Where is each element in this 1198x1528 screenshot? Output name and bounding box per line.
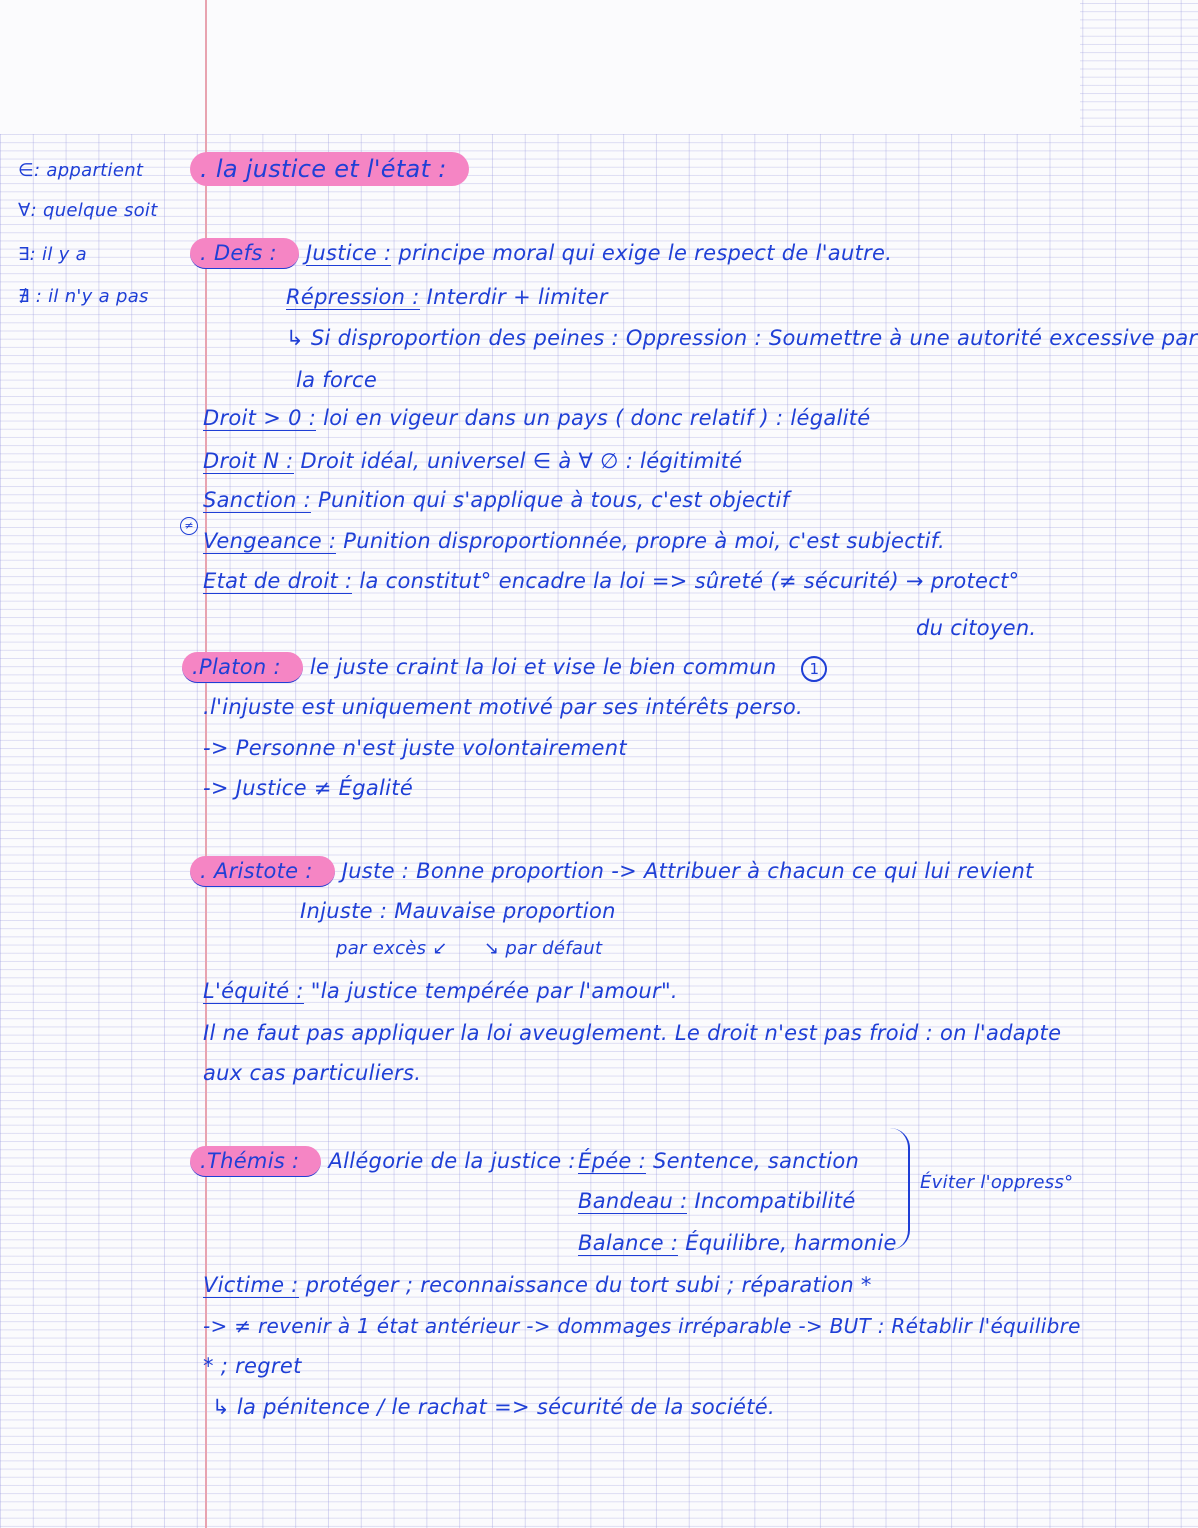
legend-not-exists: ∄ : il n'y a pas — [18, 286, 149, 307]
equite-term: L'équité : — [203, 979, 304, 1003]
balance-text: Équilibre, harmonie — [685, 1231, 897, 1255]
bandeau-term: Bandeau : — [578, 1189, 688, 1213]
note-circle: 1 — [801, 656, 827, 682]
droit-positif-term: Droit > 0 : — [203, 406, 317, 430]
droit-positif-text: loi en vigeur dans un pays ( donc relatif ) : légalité — [323, 406, 871, 430]
victime-line — [203, 1272, 872, 1298]
etat-droit-term: Etat de droit : — [203, 569, 353, 593]
vengeance-line — [203, 528, 945, 554]
sanction-text: Punition qui s'applique à tous, c'est objectif — [318, 488, 790, 512]
platon-text-2: .l'injuste est uniquement motivé par ses intérêts perso. — [203, 695, 803, 719]
top-margin-blank — [0, 0, 1080, 134]
epee-text: Sentence, sanction — [652, 1149, 860, 1173]
equite-line — [203, 978, 678, 1004]
droit-naturel-line — [203, 448, 743, 474]
droit-naturel-text: Droit idéal, universel ∈ à ∀ ∅ : légitimité — [300, 449, 743, 473]
page-title — [190, 156, 469, 182]
legend-forall: ∀: quelque soit — [18, 200, 158, 221]
regret-line: * ; regret — [203, 1354, 302, 1378]
sanction-term: Sanction : — [203, 488, 312, 512]
repression-term: Répression : — [286, 285, 420, 309]
par-defaut: ↘ par défaut — [484, 938, 603, 959]
platon-text-4: -> Justice ≠ Égalité — [203, 776, 414, 800]
etat-droit-continuation: du citoyen. — [916, 616, 1037, 640]
injuste-text: Mauvaise proportion — [394, 899, 616, 923]
not-equal-circle: ≠ — [180, 517, 198, 535]
defs-label: . Defs : — [190, 238, 299, 269]
bandeau-text: Incompatibilité — [694, 1189, 856, 1213]
aristote-line — [190, 858, 1034, 884]
legend-belongs: ∈: appartient — [18, 160, 144, 181]
aristote-text-6: aux cas particuliers. — [203, 1061, 422, 1085]
juste-text: Bonne proportion -> Attribuer à chacun ce qui lui revient — [416, 859, 1034, 883]
oppression-continuation: la force — [296, 368, 378, 392]
oppression-line: ↳ Si disproportion des peines : Oppression : Soumettre à une autorité excessive par — [286, 326, 1198, 350]
defs-line — [190, 240, 892, 266]
penitence-line: ↳ la pénitence / le rachat => sécurité de la société. — [212, 1395, 775, 1419]
aristote-text-5: Il ne faut pas appliquer la loi aveuglement. Le droit n'est pas froid : on l'adapte — [203, 1021, 1062, 1045]
justice-term: Justice : — [305, 241, 392, 265]
etat-droit-line — [203, 568, 1019, 594]
right-brace — [890, 1128, 910, 1250]
droit-positif-line — [203, 405, 871, 431]
par-exces: par excès ↙ — [336, 938, 448, 959]
bandeau-line — [578, 1188, 856, 1214]
sanction-line — [203, 487, 789, 513]
vengeance-text: Punition disproportionnée, propre à moi, c'est subjectif. — [343, 529, 946, 553]
repression-line — [286, 284, 608, 310]
equite-text: "la justice tempérée par l'amour". — [310, 979, 678, 1003]
allegorie-text: Allégorie de la justice : — [328, 1149, 576, 1173]
page-title-highlight: . la justice et l'état : — [190, 152, 469, 186]
epee-term: Épée : — [578, 1149, 646, 1173]
victime-term: Victime : — [203, 1273, 299, 1297]
platon-text-3: -> Personne n'est juste volontairement — [203, 736, 627, 760]
vengeance-term: Vengeance : — [203, 529, 337, 553]
platon-label: .Platon : — [182, 652, 303, 683]
balance-line — [578, 1230, 897, 1256]
etat-droit-text: la constitut° encadre la loi => sûreté (≠ sécurité) → protect° — [359, 569, 1020, 593]
injuste-line — [300, 898, 616, 924]
themis-line — [190, 1148, 576, 1174]
legend-exists: ∃: il y a — [18, 244, 87, 265]
injuste-term: Injuste : — [300, 899, 388, 923]
platon-line — [182, 654, 827, 682]
themis-label: .Thémis : — [190, 1146, 321, 1177]
repression-text: Interdir + limiter — [426, 285, 608, 309]
eviter-oppression: Éviter l'oppress° — [920, 1172, 1074, 1193]
epee-line — [578, 1148, 859, 1174]
droit-naturel-term: Droit N : — [203, 449, 294, 473]
platon-text-1: le juste craint la loi et vise le bien commun — [309, 655, 777, 679]
balance-term: Balance : — [578, 1231, 679, 1255]
justice-text: principe moral qui exige le respect de l'autre. — [398, 241, 893, 265]
margin-line — [205, 0, 207, 1528]
juste-term: Juste : — [341, 859, 410, 883]
aristote-label: . Aristote : — [190, 856, 335, 887]
revenir-line: -> ≠ revenir à 1 état antérieur -> dommages irréparable -> BUT : Rétablir l'équilibre — [203, 1314, 1081, 1338]
victime-text: protéger ; reconnaissance du tort subi ; réparation * — [305, 1273, 872, 1297]
